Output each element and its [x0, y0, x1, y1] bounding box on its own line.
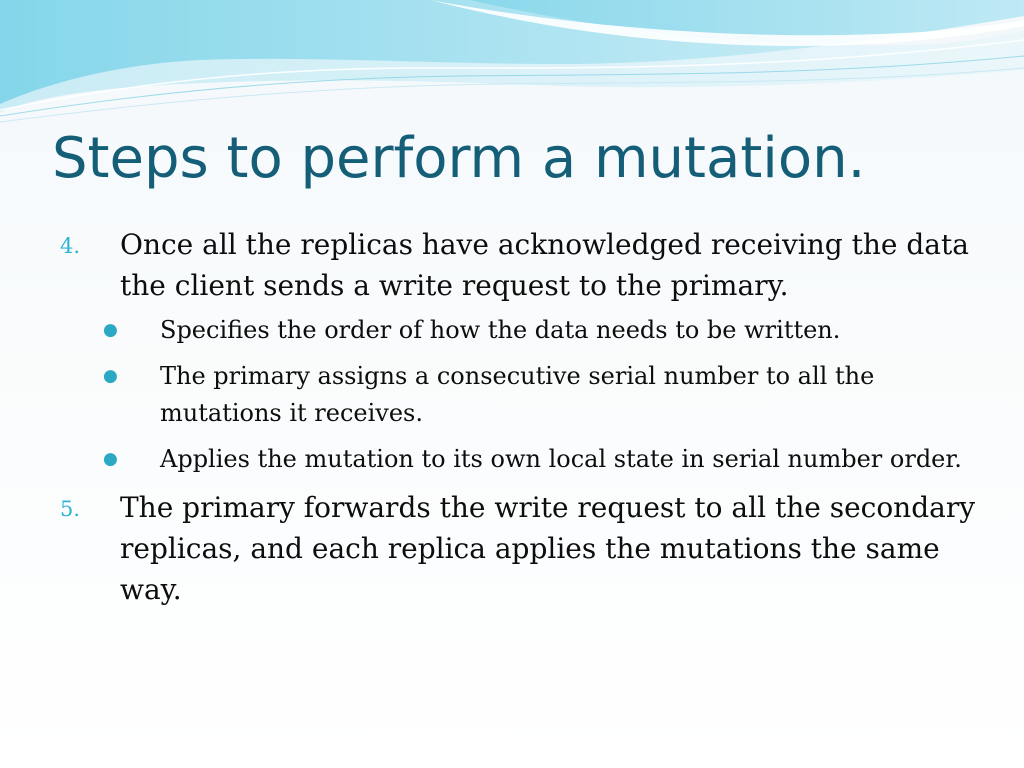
- step-number: 4.: [60, 234, 81, 258]
- sub-bullet-item: [103, 358, 978, 432]
- slide-content: [58, 224, 978, 616]
- sub-bullet-text: The primary assigns a consecutive serial number to all the mutations it receives.: [160, 362, 875, 427]
- sub-bullet-item: [103, 441, 978, 478]
- step-text: Once all the replicas have acknowledged receiving the data the client sends a write request to the primary.: [120, 228, 969, 302]
- header-wave-decoration: [0, 0, 1024, 130]
- sub-bullet-text: Specifies the order of how the data needs to be written.: [160, 316, 841, 344]
- slide-title: Steps to perform a mutation.: [52, 126, 866, 191]
- step-4-sub-bullets: [103, 312, 978, 478]
- step-5: [58, 487, 978, 610]
- step-4: [58, 224, 978, 306]
- step-text: The primary forwards the write request to all the secondary replicas, and each replica applies the mutations the same way.: [120, 491, 976, 606]
- bullet-dot-icon: ●: [103, 449, 118, 469]
- bullet-dot-icon: ●: [103, 366, 118, 386]
- bullet-dot-icon: ●: [103, 320, 118, 340]
- step-number: 5.: [60, 497, 81, 521]
- sub-bullet-text: Applies the mutation to its own local state in serial number order.: [160, 445, 962, 473]
- sub-bullet-item: [103, 312, 978, 349]
